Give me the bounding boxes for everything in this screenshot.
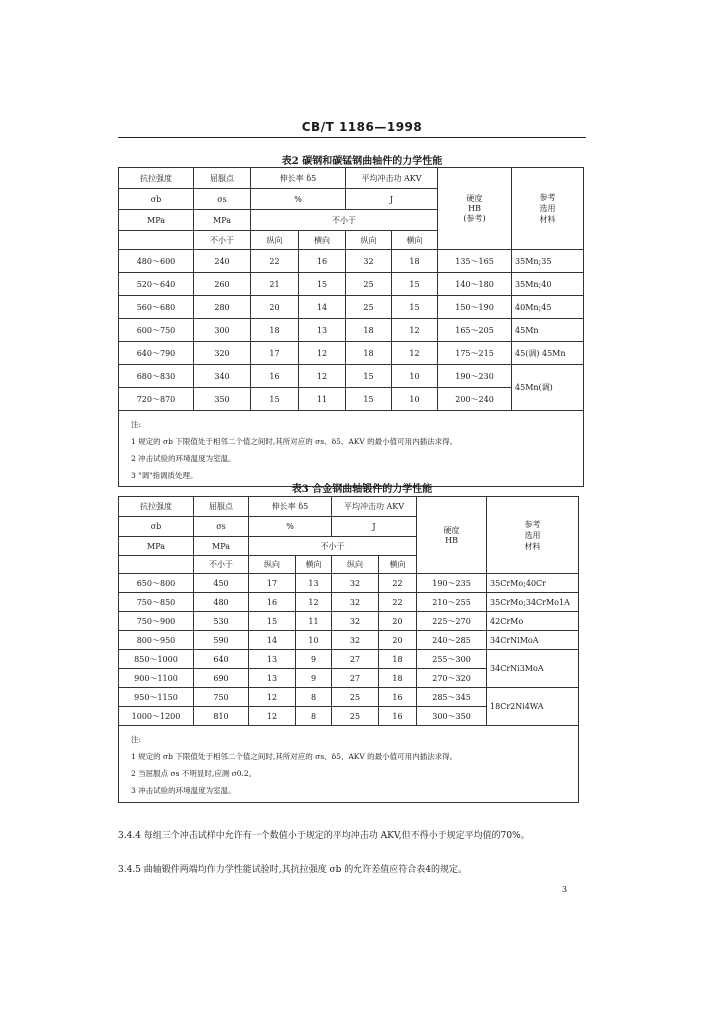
t2-head-elong-trans: 横向: [299, 231, 346, 250]
table2-caption: 表2 碳钢和碳锰钢曲轴件的力学性能: [281, 156, 443, 167]
t2-head-hardness: 硬度 HB (参考): [438, 168, 512, 250]
table-row: 480～600 240 22 16 32 18 135～165 35Mn;35: [119, 250, 584, 273]
t3-head-hardness: 硬度 HB: [417, 497, 487, 574]
table2-notes: 注: 1 规定的 σb 下限值处于相邻二个值之间时,其所对应的 σs、δ5、AKV 的最小值可用内插法求得。 2 冲击试验的环境温度为室温。 3 "调"指调质处理。: [119, 411, 584, 487]
table-row: 750～850 480 16 12 32 22 210～255 35CrMo;34CrMo1A: [119, 593, 579, 612]
t2-head-tensile: 抗拉强度: [119, 168, 194, 189]
table3: [118, 496, 579, 803]
table-row: 680～830 340 16 12 15 10 190～230 45Mn(调): [119, 365, 584, 388]
t3-head-tensile-sym: σb: [119, 517, 194, 537]
t3-head-impact-long: 纵向: [332, 556, 379, 574]
table-row: 560～680 280 20 14 25 15 150～190 40Mn;45: [119, 296, 584, 319]
t2-head-yield-sym: σs: [194, 189, 251, 210]
table3-notes: 注: 1 规定的 σb 下限值处于相邻二个值之间时,其所对应的 σs、δ5、AKV 的最小值可用内插法求得。 2 当屈服点 σs 不明显时,应测 σ0.2。 3 冲击试验的环境温度为室温。: [119, 726, 579, 803]
table-row: 750～900 530 15 11 32 20 225～270 42CrMo: [119, 612, 579, 631]
t3-head-yield-sym: σs: [194, 517, 249, 537]
t3-head-not-less: 不小于: [249, 537, 417, 556]
t3-head-elong: 伸长率 δ5: [249, 497, 332, 517]
table-row: 720～870 350 15 11 15 10 200～240: [119, 388, 584, 411]
t3-head-impact: 平均冲击功 AKV: [332, 497, 417, 517]
standard-number: CB/T 1186—1998: [301, 120, 423, 134]
t2-head-ref: 参考 选用 材料: [512, 168, 584, 250]
t2-head-tensile-unit: MPa: [119, 210, 194, 231]
t3-head-tensile: 抗拉强度: [119, 497, 194, 517]
t2-head-impact-unit: J: [346, 189, 438, 210]
t3-head-impact-trans: 横向: [379, 556, 417, 574]
t2-head-yield-unit: MPa: [194, 210, 251, 231]
table-row: 1000～1200 810 12 8 25 16 300～350: [119, 707, 579, 726]
t3-head-elong-unit: %: [249, 517, 332, 537]
t3-head-impact-unit: J: [332, 517, 417, 537]
table2: [118, 167, 584, 487]
t3-head-yield-unit: MPa: [194, 537, 249, 556]
clause-3-4-5: 3.4.5 曲轴锻件两端均作力学性能试验时,其抗拉强度 σb 的允许差值应符合表4的规定。: [118, 865, 467, 875]
t2-head-impact: 平均冲击功 AKV: [346, 168, 438, 189]
table-row: 640～790 320 17 12 18 12 175～215 45(调) 45Mn: [119, 342, 584, 365]
table-row: 950～1150 750 12 8 25 16 285～345 18Cr2Ni4WA: [119, 688, 579, 707]
table-row: 600～750 300 18 13 18 12 165～205 45Mn: [119, 319, 584, 342]
t3-head-ref: 参考 选用 材料: [487, 497, 579, 574]
t2-head-elong-long: 纵向: [251, 231, 299, 250]
t3-head-yield: 屈服点: [194, 497, 249, 517]
t2-head-yield: 屈服点: [194, 168, 251, 189]
table-row: 650～800 450 17 13 32 22 190～235 35CrMo;40Cr: [119, 574, 579, 593]
clause-3-4-4: 3.4.4 每组三个冲击试样中允许有一个数值小于规定的平均冲击功 AKV,但不得小于规定平均值的70%。: [118, 831, 530, 841]
t2-head-not-less: 不小于: [251, 210, 438, 231]
t3-head-elong-trans: 横向: [296, 556, 332, 574]
t3-head-tensile-unit: MPa: [119, 537, 194, 556]
t2-head-elong-unit: %: [251, 189, 346, 210]
header-rule: [118, 137, 586, 138]
table-row: 850～1000 640 13 9 27 18 255～300 34CrNi3MoA: [119, 650, 579, 669]
t2-head-tensile-sym: σb: [119, 189, 194, 210]
table3-caption: 表3 合金钢曲轴锻件的力学性能: [291, 484, 433, 495]
table-row: 900～1100 690 13 9 27 18 270～320: [119, 669, 579, 688]
t2-head-impact-trans: 横向: [392, 231, 438, 250]
t2-head-elong: 伸长率 δ5: [251, 168, 346, 189]
t3-head-yield-min: 不小于: [194, 556, 249, 574]
t3-head-elong-long: 纵向: [249, 556, 296, 574]
table-row: 800～950 590 14 10 32 20 240～285 34CrNiMoA: [119, 631, 579, 650]
table-row: 520～640 260 21 15 25 15 140～180 35Mn;40: [119, 273, 584, 296]
t2-head-impact-long: 纵向: [346, 231, 392, 250]
t2-head-yield-min: 不小于: [194, 231, 251, 250]
page-number: 3: [562, 885, 568, 894]
